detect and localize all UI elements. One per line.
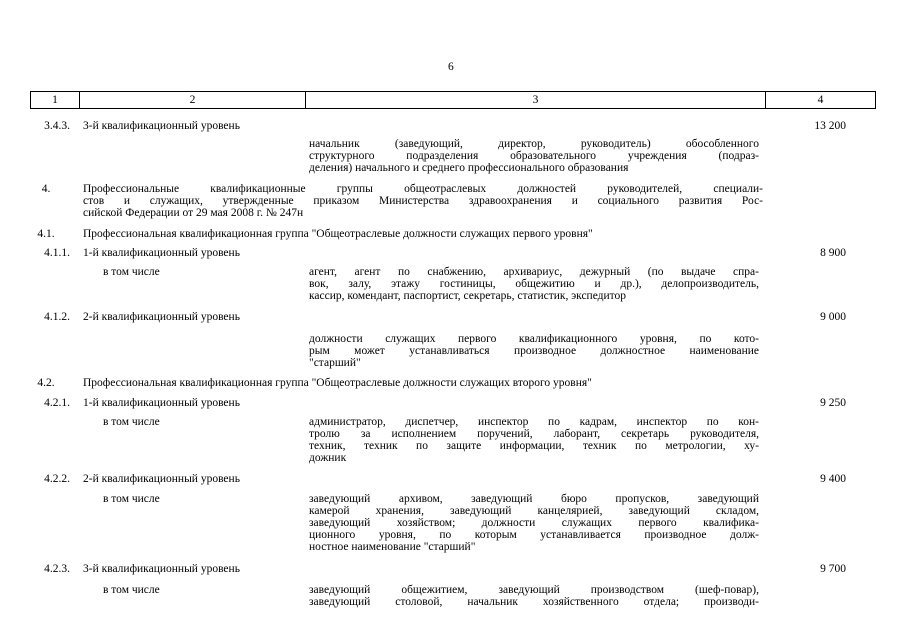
table-header	[30, 91, 876, 109]
desc-line: начальник (заведующий, директор, руководитель) обособленного	[309, 138, 759, 150]
salary-value: 9 250	[820, 397, 846, 409]
desc-line: дожник	[309, 452, 347, 464]
row-number: 4.1.2.	[44, 311, 70, 323]
level-title: 3-й квалификационный уровень	[83, 563, 240, 575]
row-number: 3.4.3.	[44, 120, 70, 132]
level-title: 2-й квалификационный уровень	[83, 473, 240, 485]
desc-line: ционного уровня, по которым устанавливается производное долж-	[309, 529, 759, 541]
row-number: 4.1.1.	[44, 247, 70, 259]
level-title: 1-й квалификационный уровень	[83, 397, 240, 409]
header-col-2: 2	[79, 92, 305, 108]
salary-value: 9 700	[820, 563, 846, 575]
group-heading	[83, 183, 763, 219]
desc-line: тролю за исполнением поручений, лаборант, секретарь руководителя,	[309, 428, 759, 440]
heading-line: Профессиональные квалификационные группы общеотраслевых должностей руководителей, специали-	[83, 183, 763, 195]
position-list	[309, 266, 759, 302]
row-number: 4.1.	[37, 228, 55, 240]
level-title: 3-й квалификационный уровень	[83, 120, 240, 132]
desc-line: ностное наименование "старший"	[309, 541, 476, 553]
page-number: 6	[448, 61, 454, 73]
row-number: 4.2.2.	[44, 473, 70, 485]
header-col-4: 4	[765, 92, 875, 108]
position-list	[309, 138, 759, 174]
salary-value: 9 400	[820, 473, 846, 485]
heading-line: стов и служащих, утвержденные приказом Министерства здравоохранения и социального развития Рос-	[83, 195, 763, 207]
desc-line: заведующий столовой, начальник хозяйственного отдела; производи-	[309, 596, 759, 608]
desc-line: вок, залу, этажу гостиницы, общежитию и др.), делопроизводитель,	[309, 278, 759, 290]
header-col-1: 1	[52, 94, 58, 106]
desc-line: кассир, комендант, паспортист, секретарь, статистик, экспедитор	[309, 290, 627, 302]
position-list	[309, 333, 759, 369]
desc-line: деления) начального и среднего профессионального образования	[309, 162, 629, 174]
including-label: в том числе	[103, 493, 160, 505]
desc-line: заведующий хозяйством; должности служащих первого квалифика-	[309, 517, 759, 529]
desc-line: "старший"	[309, 357, 361, 369]
row-number: 4.	[41, 183, 51, 195]
level-title: 1-й квалификационный уровень	[83, 247, 240, 259]
desc-line: агент, агент по снабжению, архивариус, дежурный (по выдаче спра-	[309, 266, 759, 278]
including-label: в том числе	[103, 416, 160, 428]
including-label: в том числе	[103, 266, 160, 278]
desc-line: должности служащих первого квалификационного уровня, по кото-	[309, 333, 759, 345]
salary-value: 8 900	[820, 247, 846, 259]
position-list	[309, 416, 759, 464]
desc-line: структурного подразделения образовательного учреждения (подраз-	[309, 150, 759, 162]
header-col-3: 3	[305, 92, 765, 108]
heading-line: сийской Федерации от 29 мая 2008 г. № 247н	[83, 207, 304, 219]
row-number: 4.2.1.	[44, 397, 70, 409]
desc-line: рым может устанавливаться производное должностное наименование	[309, 345, 759, 357]
position-list	[309, 584, 759, 608]
position-list	[309, 493, 759, 553]
row-number: 4.2.	[37, 377, 55, 389]
including-label: в том числе	[103, 584, 160, 596]
desc-line: заведующий общежитием, заведующий производством (шеф-повар),	[309, 584, 759, 596]
desc-line: администратор, диспетчер, инспектор по кадрам, инспектор по кон-	[309, 416, 759, 428]
group-heading: Профессиональная квалификационная группа "Общеотраслевые должности служащих первого уровня"	[83, 228, 593, 240]
salary-value: 9 000	[820, 311, 846, 323]
salary-value: 13 200	[814, 120, 846, 132]
desc-line: заведующий архивом, заведующий бюро пропусков, заведующий	[309, 493, 759, 505]
group-heading: Профессиональная квалификационная группа "Общеотраслевые должности служащих второго уровня"	[83, 377, 592, 389]
level-title: 2-й квалификационный уровень	[83, 311, 240, 323]
desc-line: техник, техник по защите информации, техник по метрологии, ху-	[309, 440, 759, 452]
desc-line: камерой хранения, заведующий канцелярией, заведующий складом,	[309, 505, 759, 517]
row-number: 4.2.3.	[44, 563, 70, 575]
